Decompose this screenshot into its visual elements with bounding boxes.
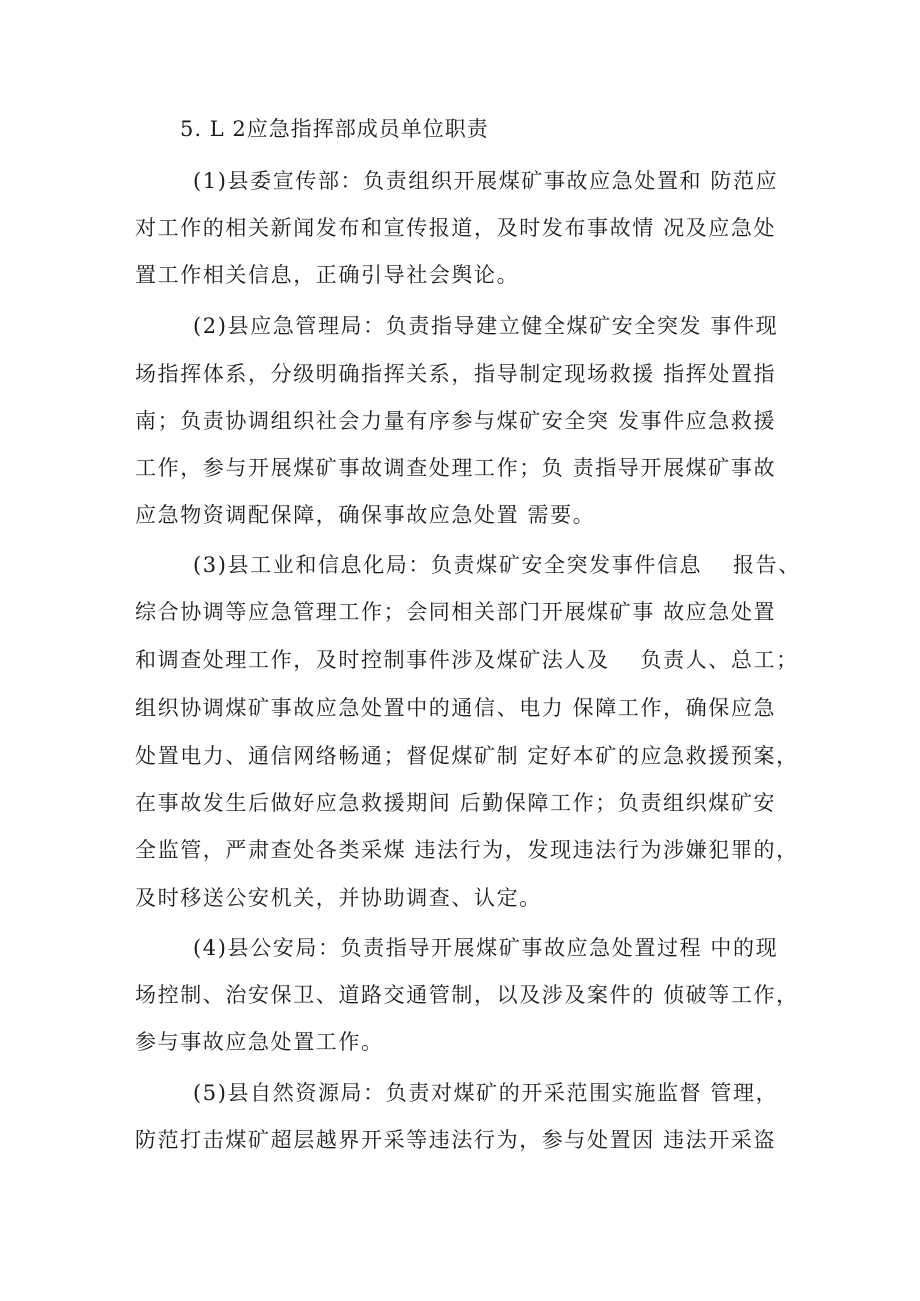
text-line: 防范打击煤矿超层越界开采等违法行为，参与处置因 违法开采盗 <box>135 1128 777 1152</box>
text-line: 场控制、治安保卫、道路交通管制，以及涉及案件的 侦破等工作， <box>135 983 799 1007</box>
text-line: (3)县工业和信息化局：负责煤矿安全突发事件信息 报告、 <box>193 553 801 577</box>
text-line: 组织协调煤矿事故应急处置中的通信、电力 保障工作，确保应急 <box>135 696 777 720</box>
text-line: 及时移送公安机关，并协助调查、认定。 <box>135 886 542 910</box>
text-line: 置工作相关信息，正确引导社会舆论。 <box>135 263 520 287</box>
text-line: 对工作的相关新闻发布和宣传报道，及时发布事故情 况及应急处 <box>135 216 777 240</box>
text-line: 在事故发生后做好应急救援期间 后勤保障工作；负责组织煤矿安 <box>135 791 777 815</box>
text-line: (2)县应急管理局：负责指导建立健全煤矿安全突发 事件现 <box>193 314 779 338</box>
text-line: 场指挥体系，分级明确指挥关系，指导制定现场救援 指挥处置指 <box>135 362 777 386</box>
text-line: 和调查处理工作，及时控制事件涉及煤矿法人及 负责人、总工； <box>135 648 799 672</box>
text-line: 综合协调等应急管理工作；会同相关部门开展煤矿事 故应急处置 <box>135 600 777 624</box>
text-line: (5)县自然资源局：负责对煤矿的开采范围实施监督 管理， <box>193 1081 779 1105</box>
section-heading: 5. L 2应急指挥部成员单位职责 <box>180 117 489 141</box>
text-line: 南；负责协调组织社会力量有序参与煤矿安全突 发事件应急救援 <box>135 409 777 433</box>
text-line: (4)县公安局：负责指导开展煤矿事故应急处置过程 中的现 <box>193 936 779 960</box>
text-line: 参与事故应急处置工作。 <box>135 1030 384 1054</box>
text-line: 应急物资调配保障，确保事故应急处置 需要。 <box>135 503 596 527</box>
text-line: 工作，参与开展煤矿事故调查处理工作；负 责指导开展煤矿事故 <box>135 456 777 480</box>
text-line: (1)县委宣传部：负责组织开展煤矿事故应急处置和 防范应 <box>193 169 779 193</box>
text-line: 处置电力、通信网络畅通；督促煤矿制 定好本矿的应急救援预案， <box>135 744 799 768</box>
text-line: 全监管，严肃查处各类采煤 违法行为，发现违法行为涉嫌犯罪的， <box>135 838 799 862</box>
